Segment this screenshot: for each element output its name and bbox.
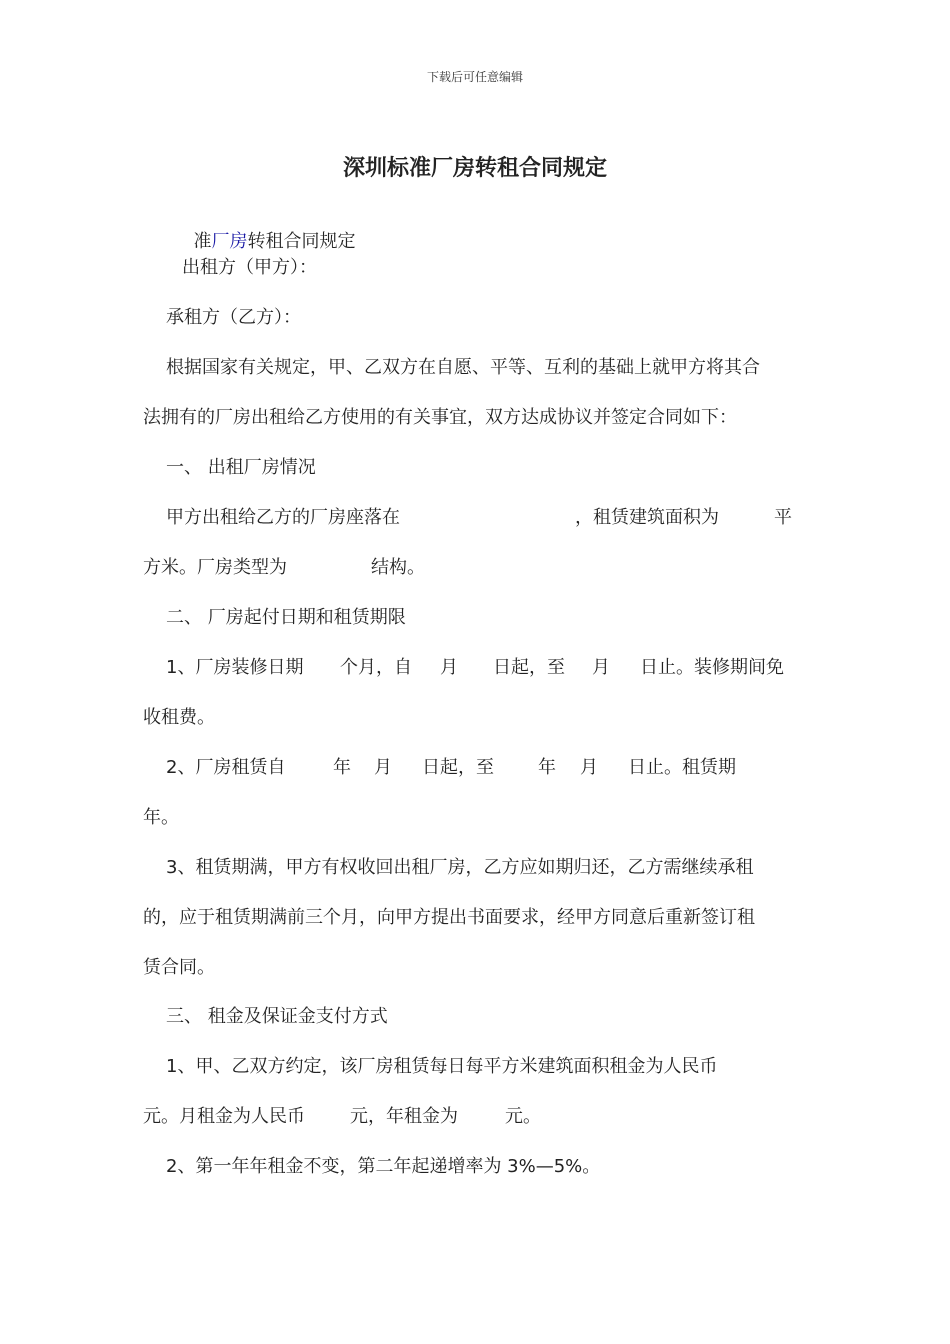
subtitle-pre: 准 xyxy=(193,231,212,252)
s2-item1-c: 月 xyxy=(440,657,458,678)
header-note: 下载后可任意编辑 xyxy=(426,70,523,84)
s2-item3-line-2: 的，应于租赁期满前三个月，向甲方提出书面要求，经甲方同意后重新签订租 xyxy=(143,907,755,928)
lessee-line: 承租方（乙方）： xyxy=(166,307,301,328)
s1-p2-a: 方米。厂房类型为 xyxy=(143,557,287,578)
s2-item2-f: 月 xyxy=(580,757,598,778)
section-3-heading: 三、 租金及保证金支付方式 xyxy=(166,1006,388,1027)
s2-item2-b: 年 xyxy=(333,757,351,778)
s2-item2-e: 年 xyxy=(538,757,556,778)
s1-p2-b: 结构。 xyxy=(371,557,425,578)
intro-line-2: 法拥有的厂房出租给乙方使用的有关事宜，双方达成协议并签定合同如下： xyxy=(143,407,737,428)
s3-item1-a: 元。月租金为人民币 xyxy=(143,1106,305,1127)
s3-item1-c: 元。 xyxy=(505,1106,541,1127)
s3-item2: 2、第一年年租金不变，第二年起递增率为 3%—5%。 xyxy=(166,1156,601,1177)
section-1-heading: 一、 出租厂房情况 xyxy=(166,457,316,478)
s2-item1-b: 个月，自 xyxy=(340,657,412,678)
s2-item1-e: 月 xyxy=(592,657,610,678)
s2-item3-line-3: 赁合同。 xyxy=(143,957,215,978)
s1-p1-c: 平 xyxy=(774,507,792,528)
document-subtitle xyxy=(182,206,355,254)
intro-line-1: 根据国家有关规定，甲、乙双方在自愿、平等、互利的基础上就甲方将其合 xyxy=(166,357,760,378)
s2-item2-a: 2、厂房租赁自 xyxy=(166,757,286,778)
section-2-heading: 二、 厂房起付日期和租赁期限 xyxy=(166,607,406,628)
s2-item1-d: 日起，至 xyxy=(493,657,565,678)
s1-p1-b: ，租赁建筑面积为 xyxy=(575,507,719,528)
subtitle-post: 转租合同规定 xyxy=(247,231,356,252)
s3-item1-b: 元，年租金为 xyxy=(350,1106,458,1127)
s2-item2-h: 年。 xyxy=(143,807,179,828)
lessor-line: 出租方（甲方）： xyxy=(182,257,317,278)
s2-item1-f: 日止。装修期间免 xyxy=(640,657,784,678)
s2-item2-d: 日起，至 xyxy=(422,757,494,778)
s2-item1-g: 收租费。 xyxy=(143,707,215,728)
s2-item2-g: 日止。租赁期 xyxy=(628,757,736,778)
document-title: 深圳标准厂房转租合同规定 xyxy=(342,156,607,181)
s1-p1-a: 甲方出租给乙方的厂房座落在 xyxy=(166,507,400,528)
subtitle-link[interactable]: 厂房 xyxy=(211,231,248,252)
s2-item1-a: 1、厂房装修日期 xyxy=(166,657,304,678)
s2-item3-line-1: 3、租赁期满，甲方有权收回出租厂房，乙方应如期归还，乙方需继续承租 xyxy=(166,857,754,878)
s2-item2-c: 月 xyxy=(374,757,392,778)
s3-item1-line-1: 1、甲、乙双方约定，该厂房租赁每日每平方米建筑面积租金为人民币 xyxy=(166,1056,718,1077)
